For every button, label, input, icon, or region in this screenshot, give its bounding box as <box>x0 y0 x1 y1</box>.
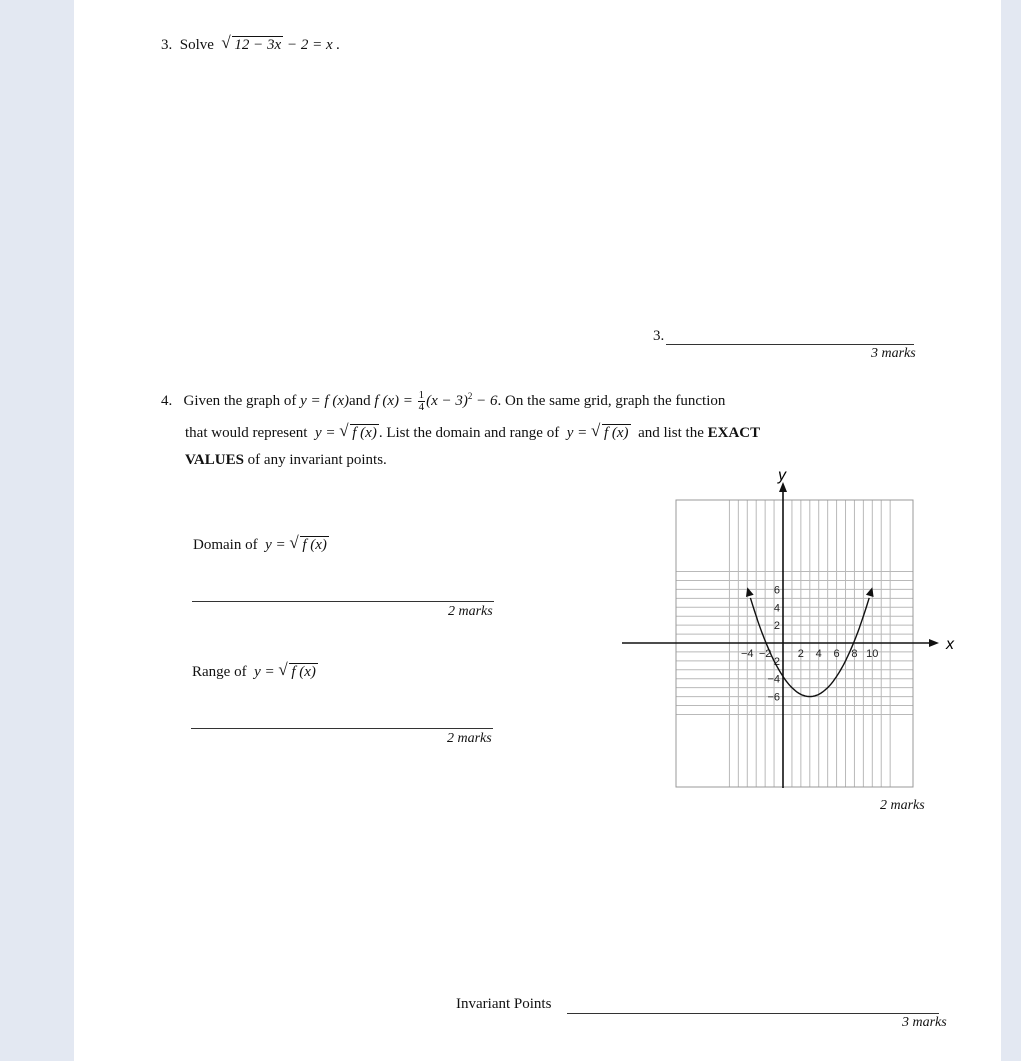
domain-y-eq: y = <box>265 537 286 553</box>
q4-radical-2 <box>591 424 631 442</box>
graph-marks: 2 marks <box>880 798 925 813</box>
invariant-marks: 3 marks <box>902 1015 947 1030</box>
x-axis-label: x <box>946 636 954 653</box>
q4-radicand: f (x) <box>352 425 377 441</box>
question-4-line-2 <box>185 424 760 442</box>
q3-radicand: 12 − 3x <box>234 37 282 53</box>
q3-marks: 3 marks <box>871 346 916 361</box>
range-y-eq: y = <box>254 664 275 680</box>
y-axis-label: y <box>778 467 786 484</box>
q4-eq-f-tail: − 6 <box>472 392 498 409</box>
x-tick-label: 2 <box>797 648 804 660</box>
invariant-label: Invariant Points <box>456 996 552 1012</box>
y-tick-label: 4 <box>773 602 780 615</box>
q3-answer-label: 3. <box>653 328 665 344</box>
x-tick-label: −2 <box>758 648 772 660</box>
q4-text-3: that would represent <box>185 425 308 441</box>
x-tick-label: 6 <box>833 648 840 660</box>
x-axis-arrow-icon <box>929 639 939 647</box>
question-4-number: 4. <box>161 392 173 409</box>
function-graph[interactable] <box>594 466 964 796</box>
y-tick-label: −4 <box>767 673 780 686</box>
question-4-line-3 <box>185 452 387 469</box>
range-answer-line[interactable] <box>191 728 493 729</box>
q4-radicand-2: f (x) <box>603 425 629 441</box>
q4-radical <box>339 424 379 442</box>
domain-label-row <box>193 536 329 554</box>
x-tick-label: 8 <box>851 648 858 660</box>
question-4-line-1 <box>161 390 725 413</box>
q4-text-6: of any invariant points. <box>247 452 387 468</box>
y-tick-label: 2 <box>773 655 780 668</box>
curve-arrow-icon <box>866 587 874 597</box>
q4-values: VALUES <box>185 452 244 468</box>
q3-answer-line[interactable] <box>666 344 914 345</box>
range-marks: 2 marks <box>447 731 492 746</box>
q4-eq-f-lhs: f (x) = <box>374 392 413 409</box>
domain-marks: 2 marks <box>448 604 493 619</box>
x-tick-label: −4 <box>741 648 754 660</box>
fraction-denominator: 4 <box>418 401 425 413</box>
domain-radicand: f (x) <box>302 537 327 553</box>
domain-radical <box>289 536 329 554</box>
q4-eq-f-rhs: (x − 3) <box>426 392 468 409</box>
q4-exact: EXACT <box>707 425 761 441</box>
q4-and: and <box>349 392 371 409</box>
range-radicand: f (x) <box>291 664 316 680</box>
q4-text-2: . On the same grid, graph the function <box>497 392 726 409</box>
domain-label: Domain of <box>193 537 258 553</box>
curve-arrow-icon <box>746 587 754 597</box>
domain-answer-line[interactable] <box>192 601 494 602</box>
q4-text: Given the graph of <box>183 392 297 409</box>
q4-y-eq: y = <box>314 425 336 441</box>
range-radical <box>278 663 318 681</box>
graph-axes <box>622 467 955 788</box>
q4-eq-y: y = f (x) <box>300 392 349 409</box>
y-tick-label: 2 <box>773 620 780 633</box>
question-3-word: Solve <box>179 37 214 53</box>
question-3-number: 3. <box>161 37 173 53</box>
range-label-row <box>192 663 318 681</box>
q4-fraction <box>418 390 426 413</box>
y-tick-label: −6 <box>767 691 780 704</box>
invariant-answer-line[interactable] <box>567 1013 939 1014</box>
y-tick-label: 6 <box>773 584 780 597</box>
q4-exponent: 2 <box>467 390 473 401</box>
x-tick-label: 4 <box>815 648 822 660</box>
range-label: Range of <box>192 664 247 680</box>
q4-y-eq-2: y = <box>566 425 588 441</box>
question-3 <box>161 36 340 54</box>
q4-text-5: and list the <box>638 425 704 441</box>
fraction-numerator: 1 <box>418 389 425 401</box>
worksheet-page <box>74 0 1001 1061</box>
q3-equation-rest: − 2 = x . <box>283 37 341 53</box>
q3-radical <box>221 36 283 54</box>
q4-text-4: . List the domain and range of <box>378 425 560 441</box>
x-tick-label: 10 <box>866 648 879 660</box>
